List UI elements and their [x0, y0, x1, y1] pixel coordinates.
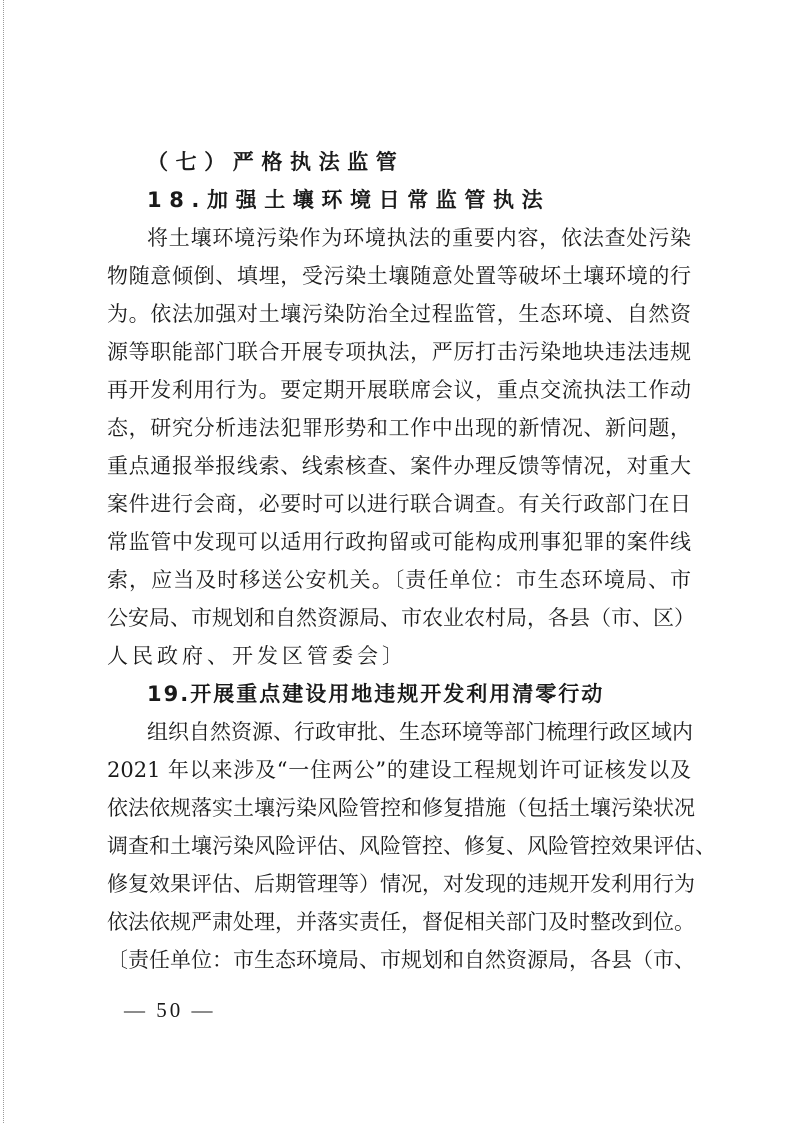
item-19-line: 依法依规落实土壤污染风险管控和修复措施（包括土壤污染状况	[107, 796, 695, 820]
item-19-line: 组织自然资源、行政审批、生态环境等部门梳理行政区域内	[147, 720, 693, 744]
item-19-line: 修复效果评估、后期管理等）情况，对发现的违规开发利用行为	[107, 872, 695, 896]
item-19-title: 19.开展重点建设用地违规开发利用清零行动	[147, 682, 605, 706]
item-18-line: 将土壤环境污染作为环境执法的重要内容，依法查处污染	[147, 226, 691, 250]
item-18-line: 常监管中发现可以适用行政拘留或可能构成刑事犯罪的案件线	[107, 530, 691, 554]
item-18-line: 源等职能部门联合开展专项执法，严厉打击污染地块违法违规	[107, 340, 691, 364]
scan-edge-line	[3, 0, 4, 1123]
item-18-title: 18.加强土壤环境日常监管执法	[147, 188, 551, 212]
item-19-line: 2021 年以来涉及“一住两公”的建设工程规划许可证核发以及	[107, 758, 691, 782]
item-18-line: 为。依法加强对土壤污染防治全过程监管，生态环境、自然资	[107, 302, 691, 326]
item-18-line: 索，应当及时移送公安机关。〔责任单位：市生态环境局、市	[107, 568, 691, 592]
item-19-line: 〔责任单位：市生态环境局、市规划和自然资源局，各县（市、	[107, 948, 695, 972]
item-18-line: 重点通报举报线索、线索核查、案件办理反馈等情况，对重大	[107, 454, 691, 478]
item-18-line: 物随意倾倒、填埋，受污染土壤随意处置等破坏土壤环境的行	[107, 264, 691, 288]
item-18-line: 人民政府、开发区管委会〕	[107, 644, 407, 668]
document-page	[107, 143, 716, 979]
section-heading: （七）严格执法监管	[147, 150, 405, 174]
page-number: — 50 —	[124, 998, 216, 1022]
item-19-line: 调查和土壤污染风险评估、风险管控、修复、风险管控效果评估、	[107, 834, 716, 858]
item-18-line: 再开发利用行为。要定期开展联席会议，重点交流执法工作动	[107, 378, 691, 402]
item-18-line: 案件进行会商，必要时可以进行联合调查。有关行政部门在日	[107, 492, 691, 516]
item-18-line: 态，研究分析违法犯罪形势和工作中出现的新情况、新问题，	[107, 416, 691, 440]
item-18-line: 公安局、市规划和自然资源局、市农业农村局，各县（市、区）	[107, 606, 695, 630]
item-19-line: 依法依规严肃处理，并落实责任，督促相关部门及时整改到位。	[107, 910, 695, 934]
